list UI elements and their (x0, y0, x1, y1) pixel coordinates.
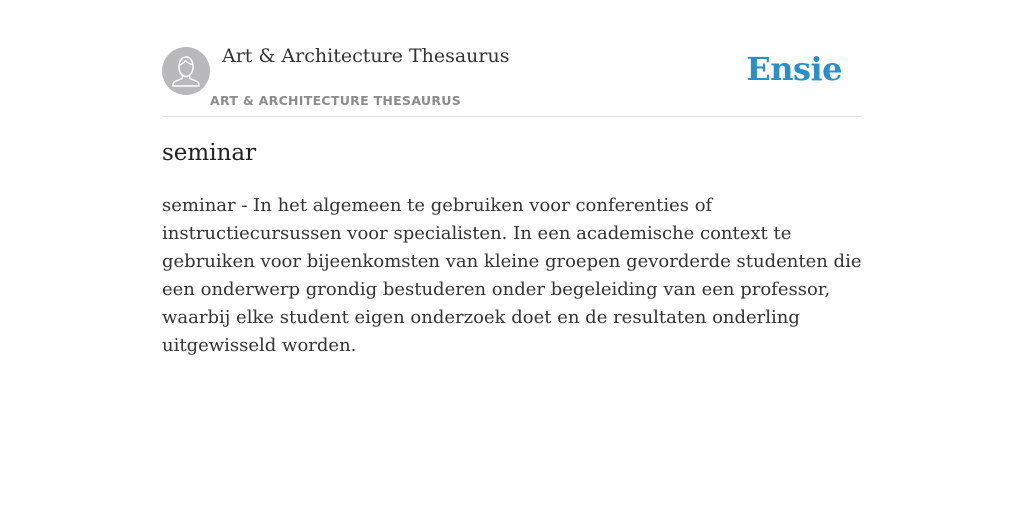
definition-text: seminar - In het algemeen te gebruiken voor conferenties of instructiecursussen voor specialisten. In een academische context te gebruiken voor bijeenkomsten van kleine groepen gevorderde studenten die een onderwerp grondig bestuderen onder begeleiding van een professor, waarbij elke student eigen onderzoek doet en de resultaten onderling uitgewisseld worden. (162, 195, 862, 356)
author-avatar[interactable] (162, 47, 210, 95)
brand-logo[interactable]: Ensie (746, 50, 842, 88)
entry-header (162, 0, 862, 117)
user-icon (162, 47, 210, 95)
page-title: seminar (162, 140, 257, 166)
page-container (162, 0, 862, 356)
author-name-link[interactable]: Art & Architecture Thesaurus (222, 45, 510, 67)
source-label: ART & ARCHITECTURE THESAURUS (210, 93, 462, 108)
